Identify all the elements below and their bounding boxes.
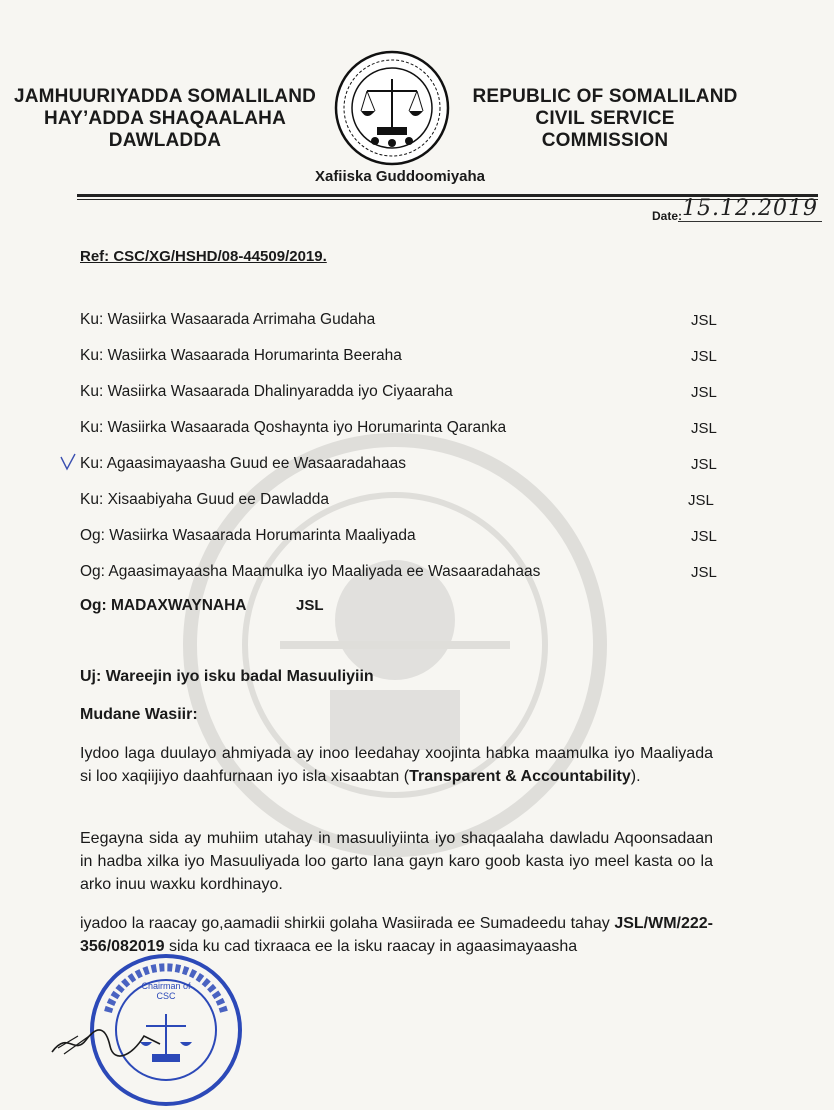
office-name: Xafiiska Guddoomiyaha [314,168,486,185]
para3-start: iyadoo la raacay go,aamadii shirkii golaha Wasiirada ee Sumadeedu tahay [80,915,615,932]
header-right-line1: REPUBLIC OF SOMALILAND [472,86,738,107]
subject-line: Uj: Wareejin iyo isku badal Masuuliyiin [80,668,374,685]
header-left-line3: DAWLADDA [108,130,222,151]
header-left-line2: HAY’ADDA SHAQAALAHA [43,108,286,129]
salutation: Mudane Wasiir: [80,706,198,723]
body-paragraph-1 [80,742,713,788]
recipient-tag: JSL [691,528,717,545]
header-left [10,86,320,152]
recipient-line: Ku: Agaasimayaasha Guud ee Wasaaradahaas [80,455,406,472]
recipient-line: Ku: Xisaabiyaha Guud ee Dawladda [80,491,330,508]
date-label: Date: [652,209,683,223]
header-right-line3: COMMISSION [541,130,669,151]
para3-bold: JSL/WM/222-356/082019 [80,915,713,955]
date-value: 15.12.2019 [678,196,822,222]
signature-icon [48,1022,168,1062]
para1-text: Iydoo laga duulayo ahmiyada ay inoo leedahay xoojinta habka maamulka iyo Maaliyada si loo xaqiijiyo daahfurnaan iyo isla xisaabtan ( [80,745,713,785]
recipient-line: Og: Wasiirka Wasaarada Horumarinta Maaliyada [80,527,416,544]
recipient-tag: JSL [691,384,717,401]
stamp-chairman-line1: Chairman of [141,981,191,991]
reference-number: Ref: CSC/XG/HSHD/08-44509/2019. [80,248,327,265]
stamp-chairman-label [136,981,196,1001]
header-right-line2: CIVIL SERVICE [535,108,675,129]
para1-bold: Transparent & Accountability [409,768,631,785]
recipient-tag: JSL [691,456,717,473]
header-left-line1: JAMHUURIYADDA SOMALILAND [13,86,317,107]
recipient-line: Og: Agaasimayaasha Maamulka iyo Maaliyada ee Wasaaradahaas [80,563,541,580]
recipient-tag: JSL [691,312,717,329]
header-right [455,86,755,152]
recipient-tag: JSL [691,420,717,437]
civil-service-commission-emblem-icon [333,49,451,167]
recipient-tag: JSL [691,348,717,365]
para3-end: sida ku cad tixraaca ee la isku raacay in agaasimayaasha [164,938,578,955]
body-paragraph-2: Eegayna sida ay muhiim utahay in masuuliyiinta iyo shaqaalaha dawladu Aqoonsadaan in hadba xilka iyo Masuuliyada loo garto Iana gayn karo goob kasta iyo meel kasta oo la arko inuu waxku kordhinayo. [80,830,713,893]
og-president: Og: MADAXWAYNAHA [80,597,247,614]
stamp-chairman-line2: CSC [156,991,176,1001]
check-mark-icon [60,453,76,471]
recipient-tag: JSL [688,492,714,509]
og-president-tag: JSL [296,597,324,614]
para1-end: ). [630,768,641,785]
recipient-line: Ku: Wasiirka Wasaarada Horumarinta Beeraha [80,347,402,364]
recipient-line: Ku: Wasiirka Wasaarada Dhalinyaradda iyo Ciyaaraha [80,383,453,400]
recipient-tag: JSL [691,564,717,581]
recipient-line: Ku: Wasiirka Wasaarada Arrimaha Gudaha [80,311,376,328]
recipient-line: Ku: Wasiirka Wasaarada Qoshaynta iyo Horumarinta Qaranka [80,419,507,436]
